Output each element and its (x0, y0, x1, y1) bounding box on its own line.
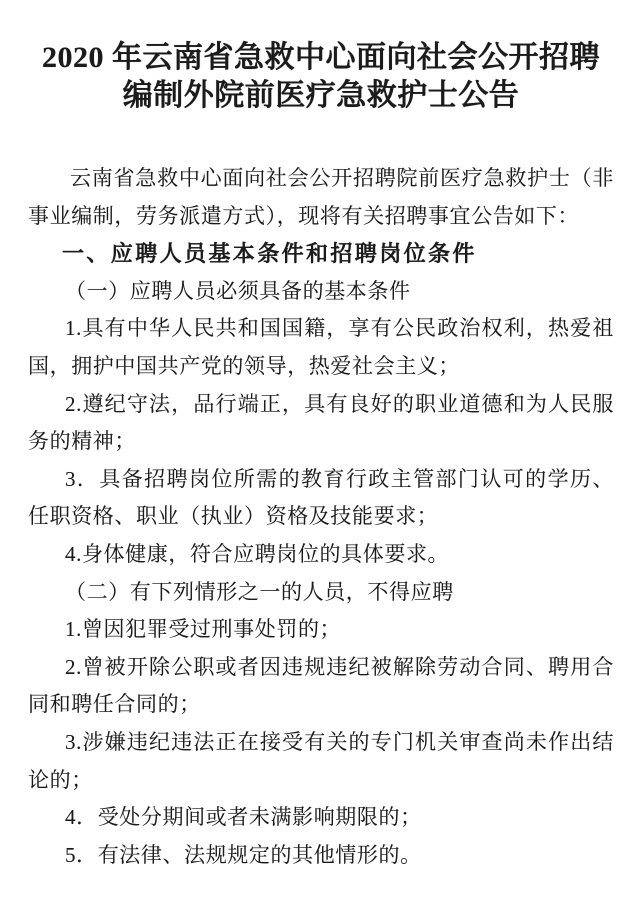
disqualification-item-1: 1.曾因犯罪受过刑事处罚的； (65, 617, 342, 642)
document-title-line2: 编制外院前医疗急救护士公告 (122, 79, 520, 112)
disqualification-item-4: 4．受处分期间或者未满影响期限的； (65, 805, 422, 830)
basic-condition-item-4: 4.身体健康，符合应聘岗位的具体要求。 (65, 541, 450, 566)
basic-condition-item-3: 3．具备招聘岗位所需的教育行政主管部门认可的学历、任职资格、职业（执业）资格及技能要求； (28, 466, 614, 529)
basic-condition-item-1: 1.具有中华人民共和国国籍，享有公民政治权利，热爱祖国，拥护中国共产党的领导，热爱社会主义； (28, 316, 614, 378)
document-title (28, 39, 614, 115)
subsection-2-heading: （二）有下列情形之一的人员，不得应聘 (65, 579, 454, 604)
intro-paragraph: 云南省急救中心面向社会公开招聘院前医疗急救护士（非事业编制，劳务派遣方式），现将有关招聘事宜公告如下： (28, 166, 614, 228)
disqualification-item-3: 3.涉嫌违纪违法正在接受有关的专门机关审查尚未作出结论的； (28, 729, 614, 792)
disqualification-item-2: 2.曾被开除公职或者因违规违纪被解除劳动合同、聘用合同和聘任合同的； (28, 654, 614, 717)
section-1-heading: 一、应聘人员基本条件和招聘岗位条件 (62, 241, 477, 267)
document-body (28, 160, 614, 874)
basic-condition-item-2: 2.遵纪守法，品行端正，具有良好的职业道德和为人民服务的精神； (28, 391, 614, 454)
disqualification-item-5: 5．有法律、法规规定的其他情形的。 (65, 842, 422, 867)
subsection-1-heading: （一）应聘人员必须具备的基本条件 (65, 278, 411, 303)
document-title-line1: 2020 年云南省急救中心面向社会公开招聘 (42, 41, 600, 74)
